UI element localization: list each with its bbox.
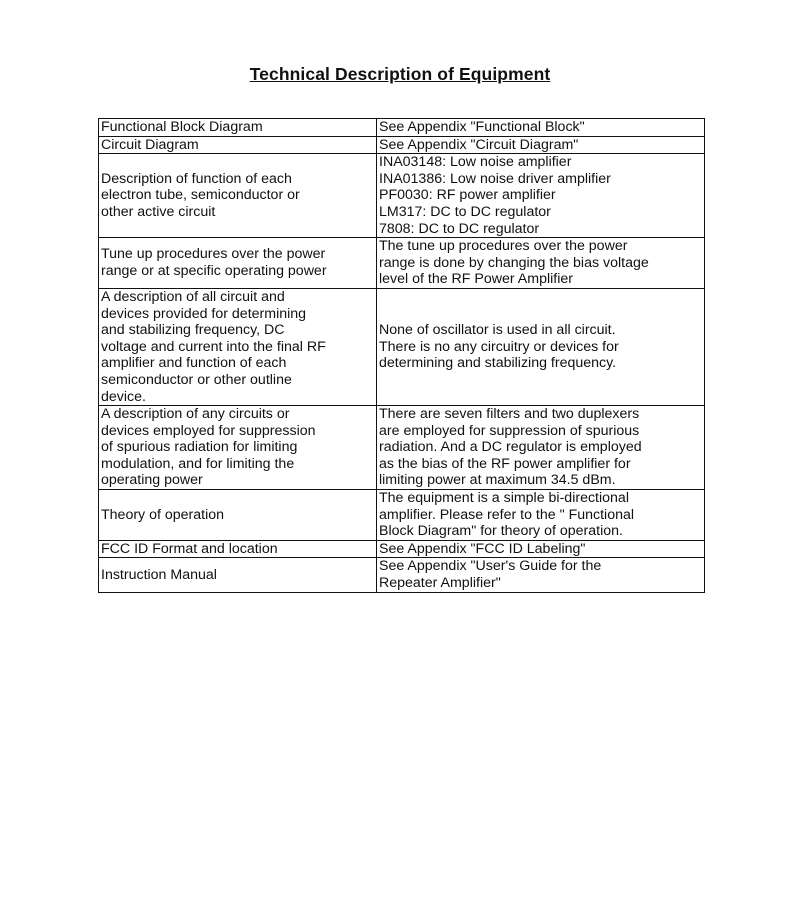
requirement-cell	[99, 558, 377, 592]
requirement-text-line: Functional Block Diagram	[101, 119, 263, 135]
table-row	[99, 558, 705, 592]
requirement-text-line: A description of all circuit and	[101, 288, 285, 305]
requirement-cell	[99, 154, 377, 238]
table-row	[99, 119, 705, 137]
description-text-line: are employed for suppression of spurious	[379, 422, 640, 439]
requirement-text-line: Tune up procedures over the power	[101, 246, 326, 263]
requirement-text-line: devices provided for determining	[101, 305, 307, 322]
description-text-line: See Appendix "Circuit Diagram"	[379, 136, 579, 153]
requirement-cell	[99, 288, 377, 405]
description-cell	[377, 238, 705, 289]
requirement-text-line: devices employed for suppression	[101, 422, 316, 439]
requirement-cell	[99, 490, 377, 541]
requirement-text-line: Theory of operation	[101, 506, 225, 523]
description-text-line: The equipment is a simple bi-directional	[379, 490, 629, 507]
requirement-text-line: Circuit Diagram	[101, 136, 199, 153]
requirement-text-line: A description of any circuits or	[101, 406, 290, 423]
description-text-line: Block Diagram" for theory of operation.	[379, 523, 623, 540]
description-text-line: determining and stabilizing frequency.	[379, 355, 617, 372]
requirement-cell	[99, 136, 377, 154]
description-text-line: The tune up procedures over the power	[379, 238, 628, 255]
description-text-line: LM317: DC to DC regulator	[379, 203, 551, 220]
requirement-cell	[99, 406, 377, 490]
description-cell	[377, 490, 705, 541]
requirement-text-line: device.	[101, 388, 146, 405]
description-text-line: as the bias of the RF power amplifier for	[379, 455, 631, 472]
requirement-text-line: range or at specific operating power	[101, 263, 327, 280]
requirement-text-line: semiconductor or other outline	[101, 371, 292, 388]
requirement-text-line: Description of function of each	[101, 170, 292, 187]
table-row	[99, 154, 705, 238]
table-row	[99, 490, 705, 541]
description-text-line: radiation. And a DC regulator is employed	[379, 439, 642, 456]
table-row	[99, 540, 705, 558]
requirement-text-line: amplifier and function of each	[101, 355, 287, 372]
table-row	[99, 136, 705, 154]
requirement-cell	[99, 238, 377, 289]
description-cell	[377, 288, 705, 405]
description-text-line: Repeater Amplifier"	[379, 575, 501, 592]
description-text-line: 7808: DC to DC regulator	[379, 220, 540, 237]
description-cell	[377, 406, 705, 490]
requirement-text-line: electron tube, semiconductor or	[101, 187, 300, 204]
table-row	[99, 406, 705, 490]
description-text-line: INA01386: Low noise driver amplifier	[379, 170, 611, 187]
requirement-text-line: voltage and current into the final RF	[101, 338, 326, 355]
description-cell	[377, 154, 705, 238]
description-text-line: None of oscillator is used in all circuit.	[379, 322, 616, 339]
description-cell	[377, 119, 705, 137]
description-text-line: See Appendix "Functional Block"	[379, 119, 585, 135]
description-text-line: amplifier. Please refer to the " Functional	[379, 506, 635, 523]
table-row	[99, 238, 705, 289]
description-text-line: See Appendix "User's Guide for the	[379, 558, 602, 575]
requirement-text-line: and stabilizing frequency, DC	[101, 322, 285, 339]
description-text-line: PF0030: RF power amplifier	[379, 187, 556, 204]
requirement-cell	[99, 119, 377, 137]
table-row	[99, 288, 705, 405]
requirement-text-line: Instruction Manual	[101, 566, 217, 583]
description-cell	[377, 540, 705, 558]
description-text-line: There is no any circuitry or devices for	[379, 338, 619, 355]
requirement-text-line: modulation, and for limiting the	[101, 455, 295, 472]
requirement-cell	[99, 540, 377, 558]
document-title: Technical Description of Equipment	[249, 64, 551, 84]
requirement-text-line: of spurious radiation for limiting	[101, 439, 298, 456]
requirement-text-line: operating power	[101, 472, 203, 489]
requirement-text-line: other active circuit	[101, 203, 216, 220]
description-cell	[377, 558, 705, 592]
description-cell	[377, 136, 705, 154]
requirement-text-line: FCC ID Format and location	[101, 540, 278, 557]
equipment-description-table	[98, 118, 705, 593]
description-text-line: See Appendix "FCC ID Labeling"	[379, 540, 586, 557]
description-text-line: level of the RF Power Amplifier	[379, 271, 573, 288]
description-text-line: range is done by changing the bias voltage	[379, 254, 649, 271]
description-text-line: limiting power at maximum 34.5 dBm.	[379, 472, 616, 489]
description-text-line: INA03148: Low noise amplifier	[379, 154, 572, 171]
description-text-line: There are seven filters and two duplexers	[379, 406, 640, 423]
